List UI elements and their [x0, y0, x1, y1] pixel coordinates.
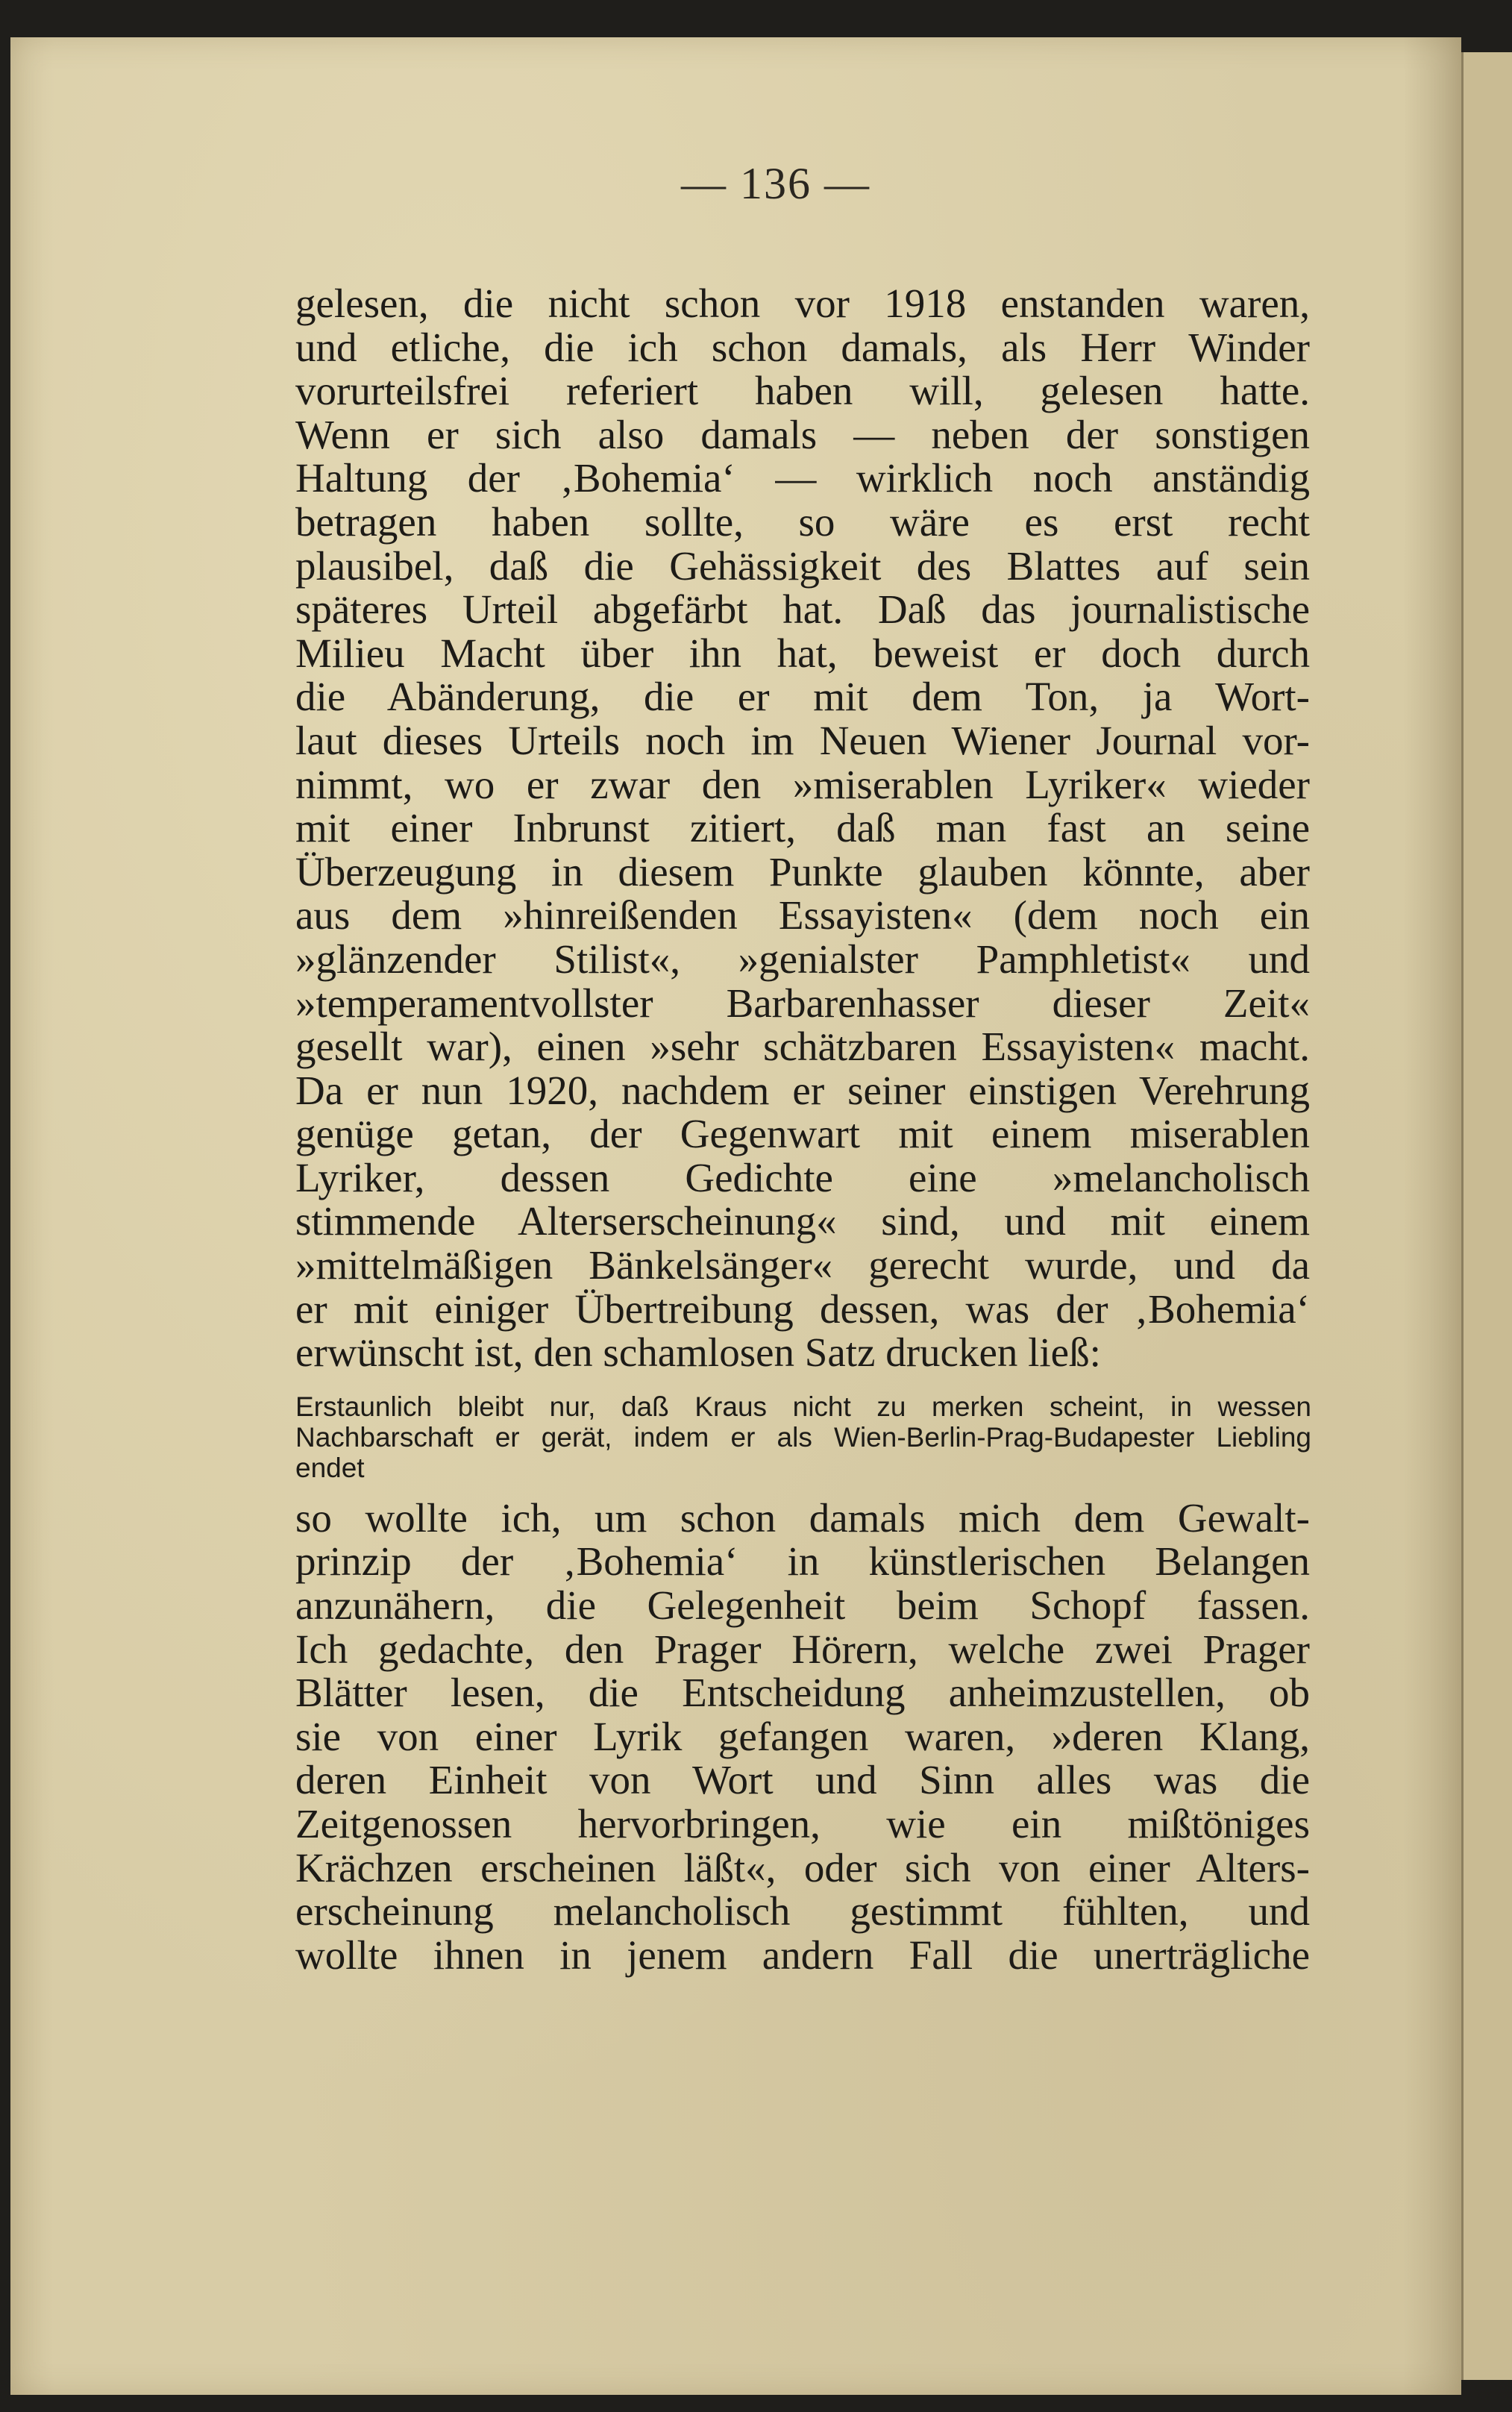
text-line: vorurteilsfrei referiert haben will, gelesen hatte. [295, 368, 1310, 414]
text-line: erwünscht ist, den schamlosen Satz drucken ließ: [295, 1329, 1101, 1376]
text-line: nimmt, wo er zwar den »miserablen Lyriker« wieder [295, 761, 1310, 807]
quote-line: endet [295, 1452, 365, 1483]
text-line: sie von einer Lyrik gefangen waren, »deren Klang, [295, 1713, 1310, 1759]
text-line: erscheinung melancholisch gestimmt fühlten, und [295, 1888, 1310, 1935]
text-line: er mit einiger Übertreibung dessen, was der ‚Bohemia‘ [295, 1285, 1310, 1332]
text-line: die Abänderung, die er mit dem Ton, ja Wort- [295, 674, 1310, 720]
text-line: Überzeugung in diesem Punkte glauben könnte, aber [295, 848, 1310, 895]
text-line: Krächzen erscheinen läßt«, oder sich von einer Alters- [295, 1844, 1310, 1891]
text-line: Da er nun 1920, nachdem er seiner einstigen Verehrung [295, 1067, 1310, 1113]
text-line: genüge getan, der Gegenwart mit einem miserablen [295, 1111, 1310, 1157]
text-line: laut dieses Urteils noch im Neuen Wiener Journal vor- [295, 717, 1310, 763]
text-line: wollte ihnen in jenem andern Fall die unerträgliche [295, 1932, 1310, 1978]
block-quote [295, 1391, 1310, 1483]
text-line: »glänzender Stilist«, »genialster Pamphletist« und [295, 936, 1310, 982]
page-number: — 136 — [681, 159, 871, 208]
text-line: betragen haben sollte, so wäre es erst recht [295, 498, 1310, 545]
text-line: Blätter lesen, die Entscheidung anheimzustellen, ob [295, 1670, 1310, 1716]
text-line: Wenn er sich also damals — neben der sonstigen [295, 411, 1310, 457]
text-line: aus dem »hinreißenden Essayisten« (dem noch ein [295, 892, 1310, 939]
text-line: prinzip der ‚Bohemia‘ in künstlerischen Belangen [295, 1538, 1310, 1585]
text-line: »temperamentvollster Barbarenhasser dieser Zeit« [295, 980, 1310, 1026]
text-line: gesellt war), einen »sehr schätzbaren Essayisten« macht. [295, 1024, 1310, 1070]
page-body [295, 282, 1310, 1977]
text-line: Ich gedachte, den Prager Hörern, welche zwei Prager [295, 1626, 1310, 1672]
text-line: Haltung der ‚Bohemia‘ — wirklich noch anständig [295, 455, 1310, 501]
text-line: Lyriker, dessen Gedichte eine »melancholisch [295, 1154, 1310, 1200]
quote-line: Erstaunlich bleibt nur, daß Kraus nicht zu merken scheint, in wessen [295, 1391, 1311, 1422]
text-line: und etliche, die ich schon damals, als Herr Winder [295, 324, 1310, 370]
text-line: so wollte ich, um schon damals mich dem Gewalt- [295, 1494, 1310, 1541]
paragraph-after-quote [295, 1494, 1310, 1978]
text-line: Milieu Macht über ihn hat, beweist er doch durch [295, 630, 1310, 676]
paragraph-before-quote [295, 282, 1310, 1375]
text-line: gelesen, die nicht schon vor 1918 enstanden waren, [295, 281, 1310, 326]
adjacent-page-edge [1461, 52, 1512, 2380]
quote-line: Nachbarschaft er gerät, indem er als Wien-Berlin-Prag-Budapester Liebling [295, 1421, 1311, 1453]
text-line: mit einer Inbrunst zitiert, daß man fast an seine [295, 805, 1310, 851]
text-line: anzunähern, die Gelegenheit beim Schopf fassen. [295, 1582, 1310, 1629]
text-line: »mittelmäßigen Bänkelsänger« gerecht wurde, und da [295, 1242, 1310, 1288]
text-line: deren Einheit von Wort und Sinn alles was die [295, 1757, 1310, 1803]
text-line: Zeitgenossen hervorbringen, wie ein mißtöniges [295, 1801, 1310, 1846]
text-line: späteres Urteil abgefärbt hat. Daß das journalistische [295, 586, 1310, 633]
text-line: plausibel, daß die Gehässigkeit des Blattes auf sein [295, 542, 1310, 589]
text-line: stimmende Alterserscheinung« sind, und mit einem [295, 1198, 1310, 1244]
